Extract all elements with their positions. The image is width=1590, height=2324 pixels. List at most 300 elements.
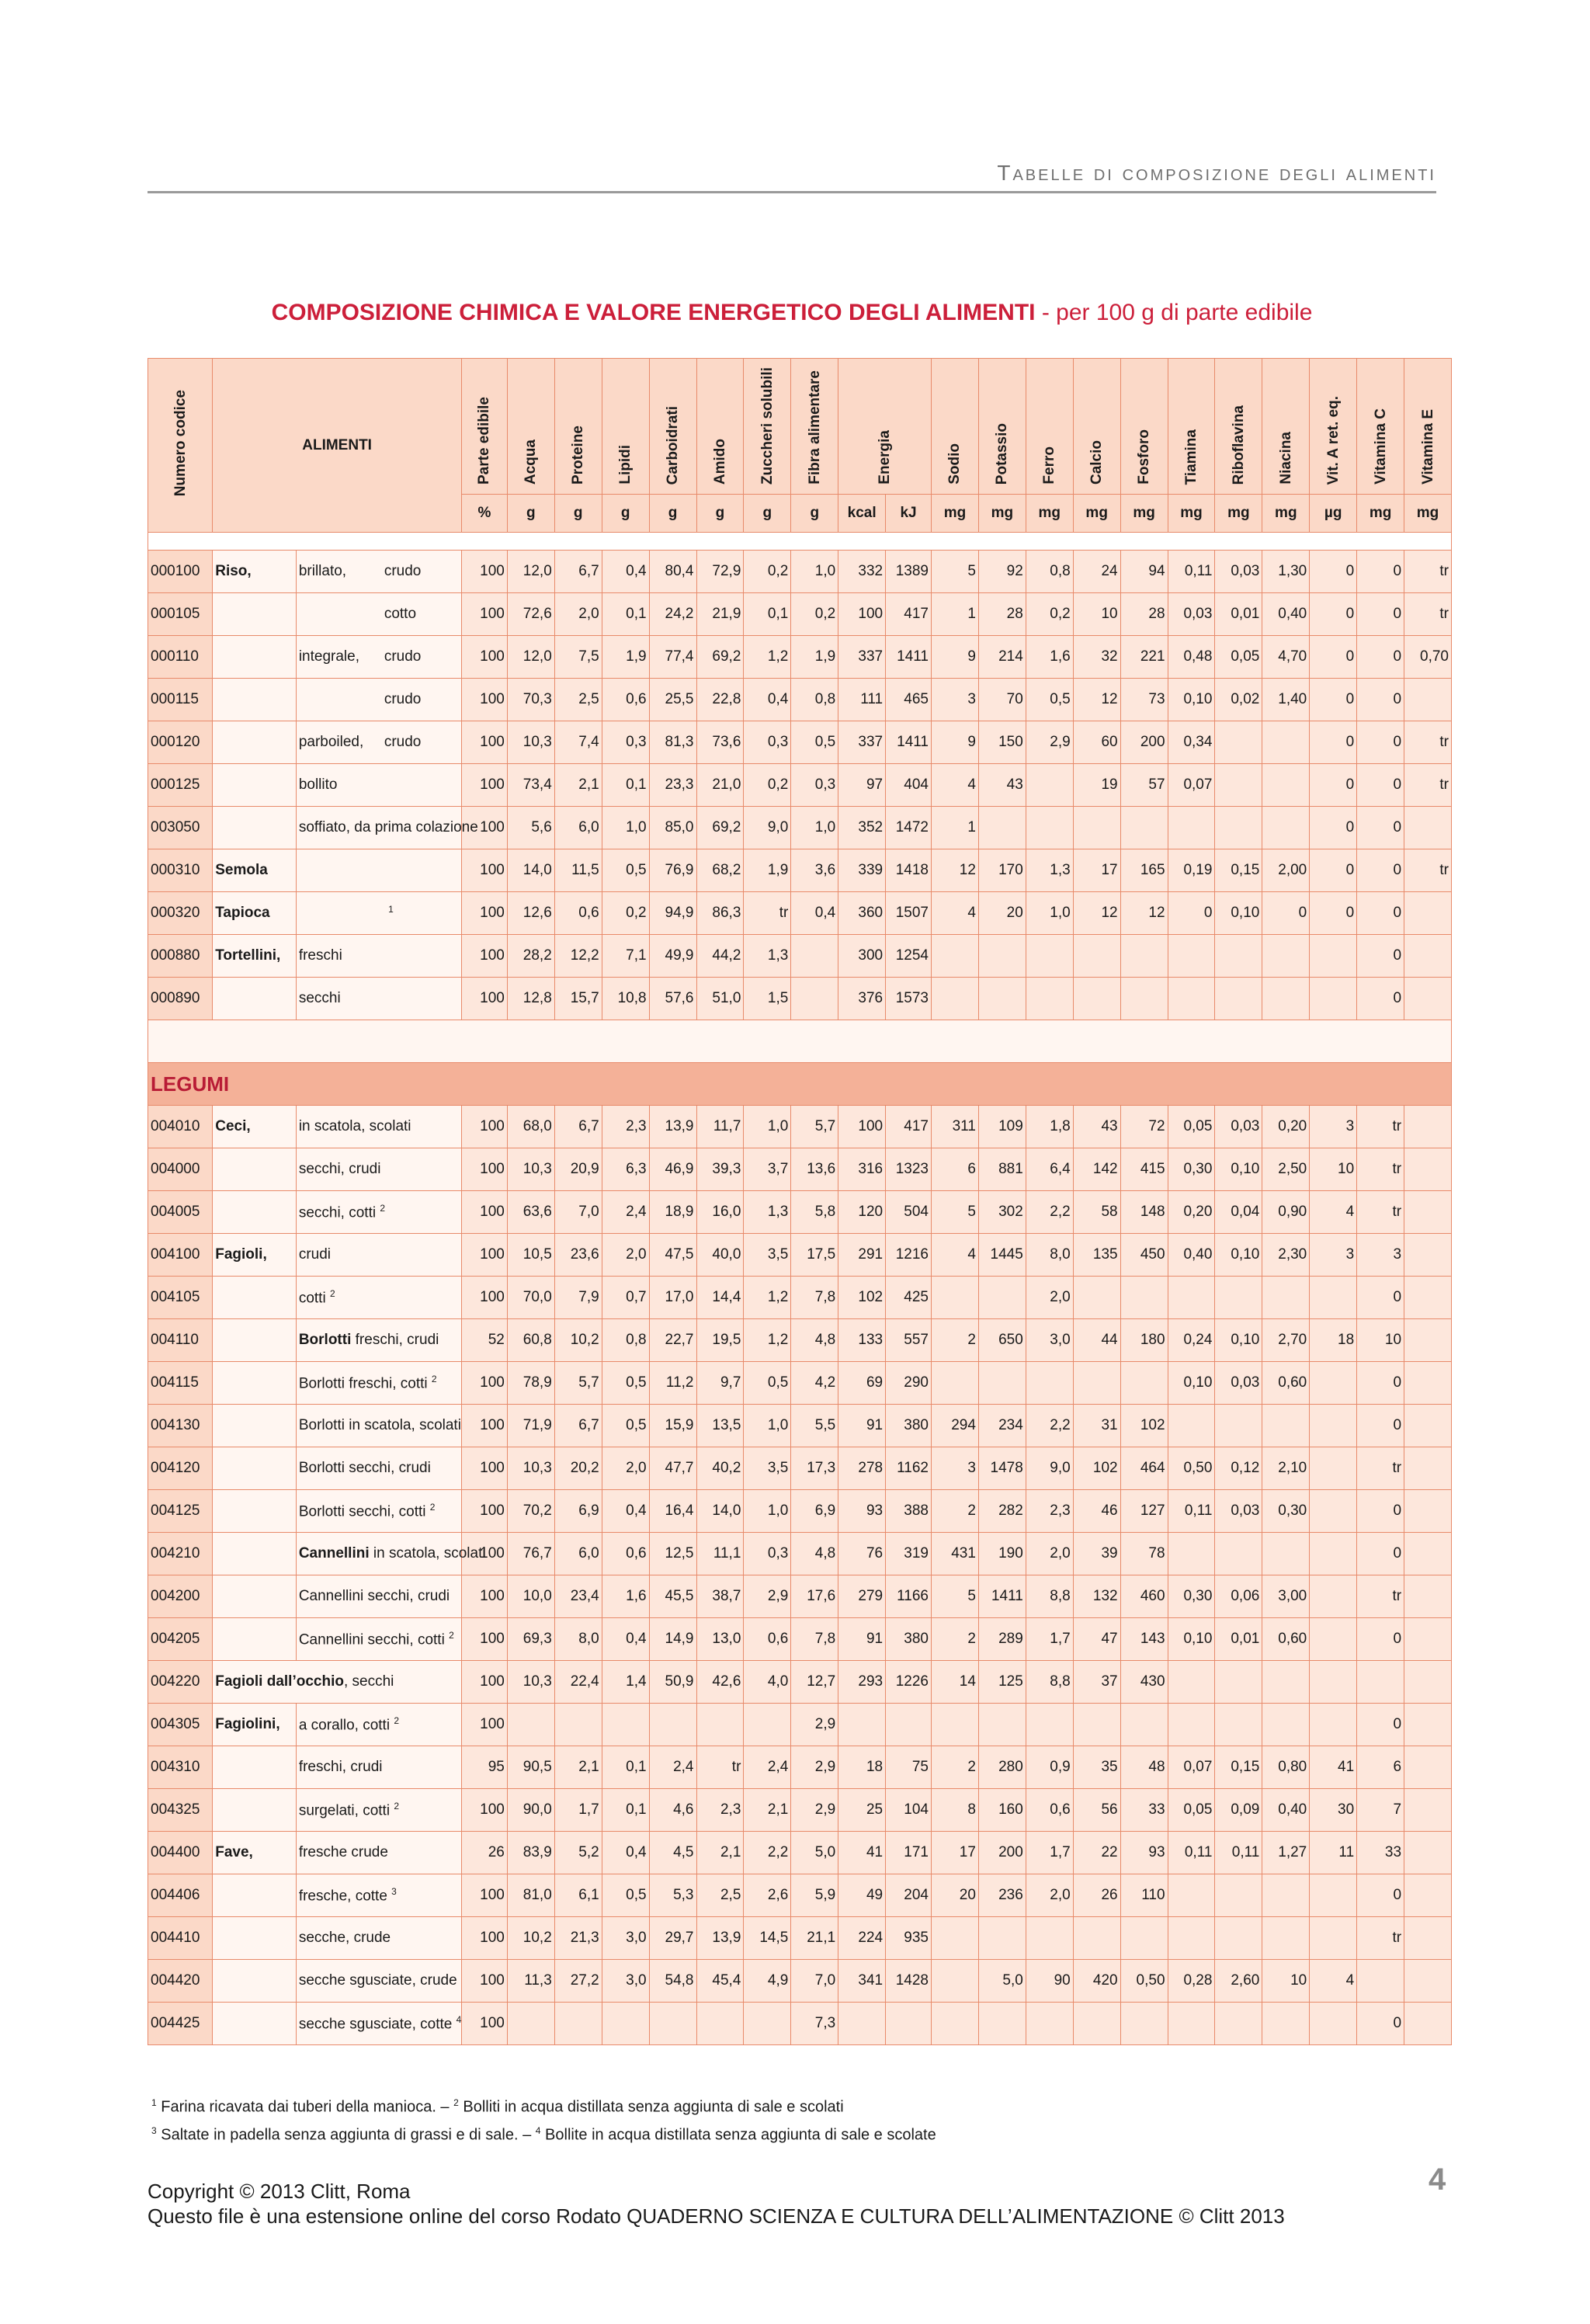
table-row xyxy=(148,593,1452,636)
value-cell: 97 xyxy=(838,764,886,807)
food-description xyxy=(296,636,461,679)
value-cell xyxy=(1310,1661,1357,1704)
value-cell: 148 xyxy=(1120,1191,1168,1234)
header-col-label: Energia xyxy=(877,430,894,485)
value-cell xyxy=(1215,1661,1262,1704)
value-cell: 1,0 xyxy=(744,1405,791,1447)
value-cell xyxy=(1168,935,1215,978)
value-cell: 20 xyxy=(978,892,1026,935)
value-cell: 2,0 xyxy=(1026,1533,1073,1575)
unit-cell: mg xyxy=(1120,495,1168,533)
food-name xyxy=(213,1704,297,1746)
value-cell: 236 xyxy=(978,1874,1026,1917)
value-cell: 22,7 xyxy=(649,1319,696,1362)
value-cell: 13,9 xyxy=(649,1106,696,1148)
header-col-label: Sodio xyxy=(946,443,963,485)
value-cell: 0,12 xyxy=(1215,1447,1262,1490)
value-cell: 7 xyxy=(1357,1789,1404,1832)
value-cell: 1507 xyxy=(886,892,932,935)
value-cell: 935 xyxy=(886,1917,932,1960)
value-cell: 7,1 xyxy=(602,935,649,978)
value-cell: 11,5 xyxy=(554,849,602,892)
value-cell: 0,7 xyxy=(602,1277,649,1319)
value-cell: 142 xyxy=(1073,1148,1120,1191)
value-cell: 15,9 xyxy=(649,1405,696,1447)
value-cell: 0,05 xyxy=(1168,1789,1215,1832)
value-cell xyxy=(932,1917,979,1960)
value-cell: 77,4 xyxy=(649,636,696,679)
table-row xyxy=(148,1447,1452,1490)
value-cell: 0,60 xyxy=(1262,1362,1310,1405)
value-cell: 100 xyxy=(462,1789,508,1832)
value-cell: 60,8 xyxy=(507,1319,554,1362)
value-cell: 143 xyxy=(1120,1618,1168,1661)
food-description xyxy=(296,1917,461,1960)
value-cell: 0,1 xyxy=(602,1789,649,1832)
value-cell xyxy=(1168,2003,1215,2045)
value-cell: 5,0 xyxy=(978,1960,1026,2003)
value-cell: tr xyxy=(1357,1106,1404,1148)
value-cell xyxy=(1026,1704,1073,1746)
value-cell: 0,6 xyxy=(602,679,649,721)
value-cell: 3,0 xyxy=(602,1917,649,1960)
food-code: 004000 xyxy=(148,1148,213,1191)
value-cell: 352 xyxy=(838,807,886,849)
value-cell xyxy=(1262,764,1310,807)
value-cell: 0 xyxy=(1310,551,1357,593)
food-name xyxy=(213,1575,297,1618)
header-col-label: Vitamina C xyxy=(1372,408,1389,485)
header-col-5 xyxy=(696,359,744,495)
value-cell xyxy=(978,1277,1026,1319)
value-cell: 7,5 xyxy=(554,636,602,679)
value-cell: 2,2 xyxy=(1026,1405,1073,1447)
value-cell: 100 xyxy=(462,1575,508,1618)
unit-cell: kJ xyxy=(886,495,932,533)
value-cell: 2,0 xyxy=(554,593,602,636)
value-cell: 0,03 xyxy=(1215,1362,1262,1405)
value-cell: 6,0 xyxy=(554,807,602,849)
value-cell: 165 xyxy=(1120,849,1168,892)
value-cell: 3 xyxy=(1310,1106,1357,1148)
value-cell: 0,30 xyxy=(1262,1490,1310,1533)
value-cell: 3 xyxy=(932,679,979,721)
value-cell xyxy=(1073,935,1120,978)
value-cell: 71,9 xyxy=(507,1405,554,1447)
value-cell: 70,2 xyxy=(507,1490,554,1533)
food-code: 004305 xyxy=(148,1704,213,1746)
value-cell: 70 xyxy=(978,679,1026,721)
value-cell: 0 xyxy=(1310,636,1357,679)
value-cell: tr xyxy=(1404,593,1452,636)
value-cell xyxy=(649,2003,696,2045)
value-cell: 5 xyxy=(932,551,979,593)
value-cell: 100 xyxy=(462,679,508,721)
table-row xyxy=(148,1960,1452,2003)
food-description xyxy=(296,764,461,807)
value-cell xyxy=(1168,1704,1215,1746)
value-cell: 10,5 xyxy=(507,1234,554,1277)
value-cell: 339 xyxy=(838,849,886,892)
value-cell: 160 xyxy=(978,1789,1026,1832)
value-cell: 6 xyxy=(1357,1746,1404,1789)
food-description-main: secche, crude xyxy=(298,1930,391,1946)
value-cell xyxy=(1215,764,1262,807)
value-cell: 32 xyxy=(1073,636,1120,679)
food-description xyxy=(296,1789,461,1832)
value-cell: 0 xyxy=(1357,978,1404,1020)
value-cell: 17,3 xyxy=(791,1447,838,1490)
value-cell: 69,2 xyxy=(696,636,744,679)
value-cell: 4,5 xyxy=(649,1832,696,1874)
value-cell: 0 xyxy=(1357,1277,1404,1319)
value-cell: 100 xyxy=(462,1234,508,1277)
value-cell: 33 xyxy=(1357,1832,1404,1874)
value-cell xyxy=(932,1362,979,1405)
unit-cell: µg xyxy=(1310,495,1357,533)
value-cell: 332 xyxy=(838,551,886,593)
value-cell: 22,4 xyxy=(554,1661,602,1704)
value-cell: 46,9 xyxy=(649,1148,696,1191)
value-cell: 1411 xyxy=(886,636,932,679)
value-cell: 3,6 xyxy=(791,849,838,892)
value-cell: 45,4 xyxy=(696,1960,744,2003)
food-code: 000110 xyxy=(148,636,213,679)
unit-cell: mg xyxy=(1026,495,1073,533)
value-cell xyxy=(1120,1917,1168,1960)
value-cell xyxy=(1215,978,1262,1020)
food-code: 000100 xyxy=(148,551,213,593)
value-cell: 100 xyxy=(462,1106,508,1148)
running-head: Tabelle di composizione degli alimenti xyxy=(997,161,1436,185)
value-cell xyxy=(1073,2003,1120,2045)
value-cell: 18,9 xyxy=(649,1191,696,1234)
value-cell: 171 xyxy=(886,1832,932,1874)
food-description xyxy=(296,1746,461,1789)
value-cell: 0,10 xyxy=(1215,892,1262,935)
value-cell: 1 xyxy=(932,807,979,849)
unit-cell: g xyxy=(649,495,696,533)
value-cell xyxy=(1262,1917,1310,1960)
food-name xyxy=(213,1490,297,1533)
value-cell xyxy=(1120,2003,1168,2045)
value-cell: 3 xyxy=(1310,1234,1357,1277)
header-col-4 xyxy=(649,359,696,495)
value-cell: 2,3 xyxy=(602,1106,649,1148)
value-cell: 8,8 xyxy=(1026,1575,1073,1618)
value-cell: 0,2 xyxy=(791,593,838,636)
value-cell: 2,4 xyxy=(744,1746,791,1789)
value-cell: 86,3 xyxy=(696,892,744,935)
value-cell xyxy=(1404,978,1452,1020)
value-cell: 5,6 xyxy=(507,807,554,849)
footnote-text: Saltate in padella senza aggiunta di grassi e di sale. – xyxy=(156,2126,536,2144)
value-cell: 25 xyxy=(838,1789,886,1832)
section-title-row xyxy=(148,1063,1452,1106)
food-description-main: crudi xyxy=(298,1246,332,1263)
unit-cell: g xyxy=(554,495,602,533)
table-row xyxy=(148,1191,1452,1234)
value-cell: 0,50 xyxy=(1120,1960,1168,2003)
course-note: Questo file è una estensione online del corso Rodato QUADERNO SCIENZA E CULTURA DELL’ALIMENTAZIONE © Clitt 2013 xyxy=(148,2204,1285,2228)
table-row xyxy=(148,679,1452,721)
value-cell: 1,9 xyxy=(602,636,649,679)
value-cell xyxy=(1262,1874,1310,1917)
food-code: 004200 xyxy=(148,1575,213,1618)
value-cell: 415 xyxy=(1120,1148,1168,1191)
value-cell: 5 xyxy=(932,1191,979,1234)
value-cell: 0,02 xyxy=(1215,679,1262,721)
value-cell: 0,10 xyxy=(1168,679,1215,721)
food-code: 000115 xyxy=(148,679,213,721)
value-cell xyxy=(1262,1661,1310,1704)
food-description-main: freschi xyxy=(298,947,342,964)
value-cell: 6,0 xyxy=(554,1533,602,1575)
food-description xyxy=(296,593,461,636)
value-cell: 40,2 xyxy=(696,1447,744,1490)
value-cell: 63,6 xyxy=(507,1191,554,1234)
value-cell: 39,3 xyxy=(696,1148,744,1191)
value-cell xyxy=(1310,1405,1357,1447)
value-cell: 6,7 xyxy=(554,551,602,593)
value-cell: tr xyxy=(1357,1447,1404,1490)
value-cell: 2,4 xyxy=(602,1191,649,1234)
value-cell: 75 xyxy=(886,1746,932,1789)
food-description-main: Cannellini xyxy=(298,1545,370,1561)
value-cell: 24,2 xyxy=(649,593,696,636)
value-cell: 1,6 xyxy=(602,1575,649,1618)
value-cell: 16,4 xyxy=(649,1490,696,1533)
table-header-row xyxy=(148,359,1452,495)
value-cell: 0,4 xyxy=(602,1832,649,1874)
food-description-main: freschi, crudi xyxy=(298,1759,383,1775)
unit-cell: g xyxy=(602,495,649,533)
value-cell: 23,3 xyxy=(649,764,696,807)
value-cell: 3,5 xyxy=(744,1234,791,1277)
value-cell xyxy=(1168,807,1215,849)
value-cell: 125 xyxy=(978,1661,1026,1704)
value-cell: 20,9 xyxy=(554,1148,602,1191)
value-cell xyxy=(1168,1874,1215,1917)
value-cell xyxy=(1404,1832,1452,1874)
value-cell: 1,40 xyxy=(1262,679,1310,721)
footnote-marker: 2 xyxy=(380,1202,386,1214)
value-cell xyxy=(1168,1405,1215,1447)
value-cell: 1162 xyxy=(886,1447,932,1490)
value-cell: 190 xyxy=(978,1533,1026,1575)
value-cell: 72,9 xyxy=(696,551,744,593)
food-description xyxy=(296,1832,461,1874)
value-cell xyxy=(978,1362,1026,1405)
value-cell: 13,6 xyxy=(791,1148,838,1191)
value-cell: 0,15 xyxy=(1215,1746,1262,1789)
value-cell: 13,9 xyxy=(696,1917,744,1960)
value-cell: 0 xyxy=(1357,935,1404,978)
food-description-main: a corallo, cotti xyxy=(298,1717,391,1734)
value-cell: 12,0 xyxy=(507,551,554,593)
food-name xyxy=(213,1191,297,1234)
value-cell: 90 xyxy=(1026,1960,1073,2003)
value-cell: 56 xyxy=(1073,1789,1120,1832)
header-col-label: Ferro xyxy=(1041,446,1058,485)
value-cell: 0,06 xyxy=(1215,1575,1262,1618)
value-cell: 57 xyxy=(1120,764,1168,807)
value-cell: 0 xyxy=(1357,1704,1404,1746)
value-cell: 39 xyxy=(1073,1533,1120,1575)
value-cell: 6,4 xyxy=(1026,1148,1073,1191)
value-cell: 221 xyxy=(1120,636,1168,679)
value-cell: 280 xyxy=(978,1746,1026,1789)
header-col-6 xyxy=(744,359,791,495)
food-code: 004410 xyxy=(148,1917,213,1960)
value-cell xyxy=(1026,807,1073,849)
value-cell xyxy=(1310,1917,1357,1960)
value-cell: 2 xyxy=(932,1319,979,1362)
value-cell xyxy=(932,935,979,978)
value-cell: 0,4 xyxy=(602,551,649,593)
value-cell: 2,5 xyxy=(554,679,602,721)
value-cell: 110 xyxy=(1120,1874,1168,1917)
value-cell: 1,0 xyxy=(744,1490,791,1533)
value-cell: 20,2 xyxy=(554,1447,602,1490)
unit-cell: mg xyxy=(1404,495,1452,533)
value-cell: 425 xyxy=(886,1277,932,1319)
value-cell: 0,30 xyxy=(1168,1148,1215,1191)
footnote-marker: 2 xyxy=(394,1800,400,1812)
value-cell: 0,3 xyxy=(602,721,649,764)
value-cell: 1216 xyxy=(886,1234,932,1277)
footnote-marker: 3 xyxy=(391,1885,397,1897)
value-cell xyxy=(696,2003,744,2045)
table-row xyxy=(148,1277,1452,1319)
value-cell: 111 xyxy=(838,679,886,721)
value-cell: 2,4 xyxy=(649,1746,696,1789)
value-cell: 450 xyxy=(1120,1234,1168,1277)
value-cell: 1,8 xyxy=(1026,1106,1073,1148)
value-cell: tr xyxy=(744,892,791,935)
value-cell: 1254 xyxy=(886,935,932,978)
value-cell: 0 xyxy=(1357,849,1404,892)
value-cell: 0 xyxy=(1262,892,1310,935)
header-col-label: Fibra alimentare xyxy=(806,370,823,485)
value-cell xyxy=(1215,935,1262,978)
value-cell: 10,3 xyxy=(507,1148,554,1191)
food-description-detail: in scatola, scolati xyxy=(369,1545,486,1561)
value-cell: 29,7 xyxy=(649,1917,696,1960)
value-cell xyxy=(1026,1917,1073,1960)
value-cell: 1,2 xyxy=(744,1277,791,1319)
value-cell: tr xyxy=(1404,721,1452,764)
value-cell: 0,4 xyxy=(744,679,791,721)
value-cell: 92 xyxy=(978,551,1026,593)
value-cell: 0,5 xyxy=(602,1874,649,1917)
value-cell: 100 xyxy=(462,721,508,764)
value-cell: 8,0 xyxy=(1026,1234,1073,1277)
food-code: 000125 xyxy=(148,764,213,807)
value-cell xyxy=(554,1704,602,1746)
value-cell: 48 xyxy=(1120,1746,1168,1789)
value-cell: 17 xyxy=(1073,849,1120,892)
value-cell: 0,48 xyxy=(1168,636,1215,679)
value-cell: 42,6 xyxy=(696,1661,744,1704)
value-cell: 5,8 xyxy=(791,1191,838,1234)
table-row xyxy=(148,721,1452,764)
value-cell: tr xyxy=(1357,1191,1404,1234)
value-cell: 70,3 xyxy=(507,679,554,721)
table-row xyxy=(148,764,1452,807)
value-cell: 104 xyxy=(886,1789,932,1832)
value-cell: 1,0 xyxy=(602,807,649,849)
value-cell xyxy=(1404,1405,1452,1447)
value-cell: 0,10 xyxy=(1168,1618,1215,1661)
food-code: 004120 xyxy=(148,1447,213,1490)
value-cell: 0 xyxy=(1357,764,1404,807)
blank-band-row xyxy=(148,1020,1452,1063)
value-cell: 180 xyxy=(1120,1319,1168,1362)
table-title-rest: - per 100 g di parte edibile xyxy=(1035,300,1313,325)
value-cell: 311 xyxy=(932,1106,979,1148)
value-cell: 2,9 xyxy=(1026,721,1073,764)
food-code: 004125 xyxy=(148,1490,213,1533)
value-cell: 0,8 xyxy=(602,1319,649,1362)
value-cell xyxy=(1168,1277,1215,1319)
value-cell xyxy=(1404,2003,1452,2045)
value-cell: 0 xyxy=(1310,593,1357,636)
value-cell xyxy=(1026,1362,1073,1405)
value-cell: 132 xyxy=(1073,1575,1120,1618)
header-col-14 xyxy=(1120,359,1168,495)
value-cell: 135 xyxy=(1073,1234,1120,1277)
food-name xyxy=(213,721,297,764)
value-cell: 69,3 xyxy=(507,1618,554,1661)
value-cell: 200 xyxy=(978,1832,1026,1874)
value-cell: 0,19 xyxy=(1168,849,1215,892)
value-cell xyxy=(649,1704,696,1746)
food-name xyxy=(213,1405,297,1447)
value-cell: 21,1 xyxy=(791,1917,838,1960)
value-cell: 4,70 xyxy=(1262,636,1310,679)
value-cell: 7,3 xyxy=(791,2003,838,2045)
value-cell: 17,6 xyxy=(791,1575,838,1618)
value-cell: 0,20 xyxy=(1168,1191,1215,1234)
value-cell: 76,9 xyxy=(649,849,696,892)
food-code: 000105 xyxy=(148,593,213,636)
food-description xyxy=(296,978,461,1020)
value-cell: 2,1 xyxy=(554,1746,602,1789)
food-name-label: Fagiolini, xyxy=(215,1716,280,1732)
value-cell: 100 xyxy=(462,1405,508,1447)
food-name xyxy=(213,551,297,593)
food-name xyxy=(213,1960,297,2003)
value-cell: 133 xyxy=(838,1319,886,1362)
value-cell: 289 xyxy=(978,1618,1026,1661)
food-description xyxy=(296,679,461,721)
header-col-16 xyxy=(1215,359,1262,495)
value-cell: 100 xyxy=(462,551,508,593)
value-cell: 3,0 xyxy=(1026,1319,1073,1362)
value-cell: 24 xyxy=(1073,551,1120,593)
food-name-label: Fagioli, xyxy=(215,1246,267,1263)
value-cell: 337 xyxy=(838,721,886,764)
value-cell: 40,0 xyxy=(696,1234,744,1277)
food-code: 004005 xyxy=(148,1191,213,1234)
value-cell: 23,4 xyxy=(554,1575,602,1618)
food-code: 003050 xyxy=(148,807,213,849)
value-cell: 100 xyxy=(462,1277,508,1319)
value-cell: 0 xyxy=(1168,892,1215,935)
value-cell: 3 xyxy=(1357,1234,1404,1277)
value-cell xyxy=(1404,1447,1452,1490)
